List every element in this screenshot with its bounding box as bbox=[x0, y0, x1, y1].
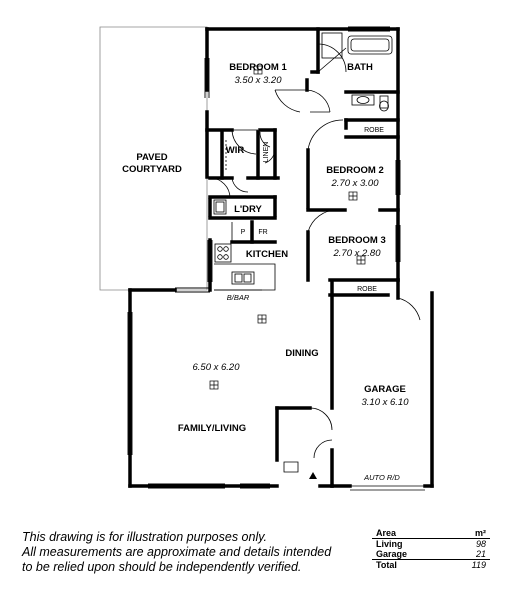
dining-label: DINING bbox=[285, 348, 319, 359]
area-total-label: Total bbox=[372, 560, 447, 571]
area-row bbox=[372, 539, 490, 550]
garage-dims: 3.10 x 6.10 bbox=[361, 397, 409, 408]
entry-arrow bbox=[309, 472, 317, 479]
area-row-label: Living bbox=[376, 539, 403, 549]
kitchen-label: KITCHEN bbox=[245, 249, 289, 260]
bath-label: BATH bbox=[347, 62, 373, 73]
disclaimer-line-1: This drawing is for illustration purposes only. bbox=[22, 530, 268, 544]
bedroom2-dims: 2.70 x 3.00 bbox=[331, 178, 379, 189]
bedroom1-label: BEDROOM 1 bbox=[229, 62, 287, 73]
bedroom3-dims: 2.70 x 2.80 bbox=[333, 248, 381, 259]
disclaimer bbox=[22, 530, 362, 575]
bedroom2-label: BEDROOM 2 bbox=[326, 165, 384, 176]
bedroom1-dims: 3.50 x 3.20 bbox=[234, 75, 282, 86]
area-row-value: 98 bbox=[475, 539, 486, 549]
fixtures bbox=[214, 33, 425, 490]
garage-door-label: AUTO R/D bbox=[364, 473, 400, 482]
area-table bbox=[372, 528, 490, 570]
breakfast-bar-label: B/BAR bbox=[226, 293, 250, 302]
pantry-label: P bbox=[240, 229, 246, 236]
courtyard-label-2: COURTYARD bbox=[122, 164, 182, 175]
area-row-label: Garage bbox=[376, 549, 408, 559]
garage-label: GARAGE bbox=[364, 384, 406, 395]
area-table-total bbox=[372, 560, 490, 571]
family-living-label: FAMILY/LIVING bbox=[177, 423, 247, 434]
robe-bed3-label: ROBE bbox=[357, 286, 377, 293]
bedroom3-label: BEDROOM 3 bbox=[328, 235, 386, 246]
fridge-label: FR bbox=[258, 229, 268, 236]
family-dims: 6.50 x 6.20 bbox=[192, 362, 240, 373]
area-total-value: 119 bbox=[447, 560, 490, 571]
robe-bed2-label: ROBE bbox=[364, 127, 384, 134]
disclaimer-line-3: to be relied upon should be independently verified. bbox=[22, 560, 302, 574]
area-row bbox=[372, 549, 490, 560]
area-header-unit: m² bbox=[447, 528, 490, 539]
wir-label: WIR bbox=[225, 145, 245, 156]
disclaimer-line-2: All measurements are approximate and details intended bbox=[22, 545, 332, 559]
ceiling-markers bbox=[210, 66, 365, 389]
laundry-label: L'DRY bbox=[234, 204, 262, 215]
courtyard-label-1: PAVED bbox=[136, 152, 168, 163]
linen-label: LINEN bbox=[263, 141, 270, 163]
area-table-header bbox=[372, 528, 490, 539]
area-row-value: 21 bbox=[475, 549, 486, 559]
area-header-label: Area bbox=[372, 528, 447, 539]
